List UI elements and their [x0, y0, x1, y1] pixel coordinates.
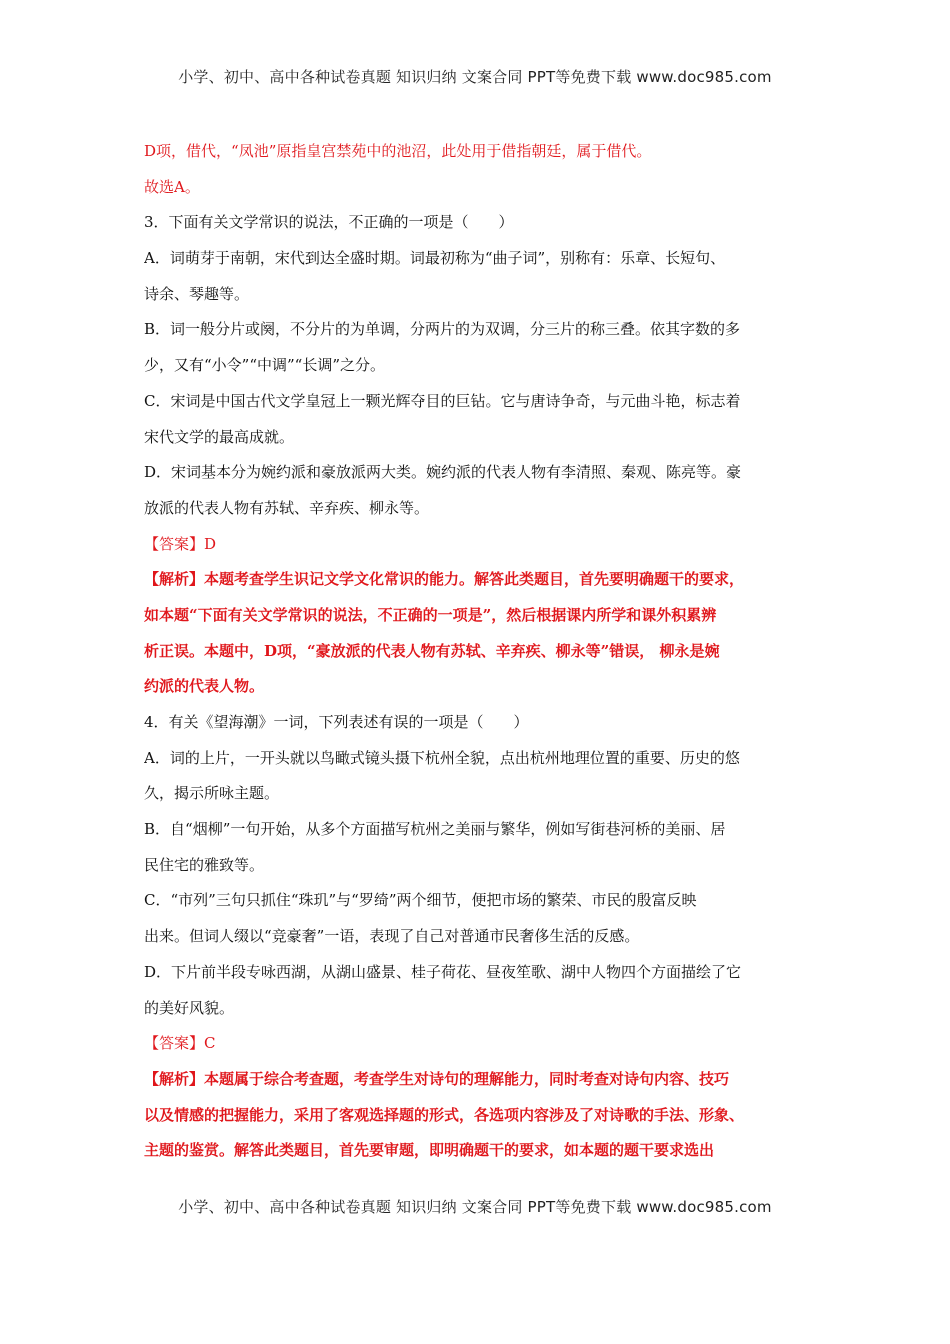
- question-text-line: A．词萌芽于南朝，宋代到达全盛时期。词最初称为“曲子词”，别称有：乐章、长短句、: [144, 249, 726, 268]
- answer-text-line: 【答案】C: [144, 1034, 216, 1053]
- question-text-line: D．宋词基本分为婉约派和豪放派两大类。婉约派的代表人物有李清照、秦观、陈亮等。豪: [144, 463, 742, 482]
- answer-text-line: 以及情感的把握能力，采用了客观选择题的形式，各选项内容涉及了对诗歌的手法、形象、: [144, 1105, 745, 1124]
- question-text-line: B．自“烟柳”一句开始，从多个方面描写杭州之美丽与繁华，例如写街巷河桥的美丽、居: [144, 820, 726, 839]
- question-text-line: 宋代文学的最高成就。: [144, 427, 295, 446]
- question-text-line: A．词的上片，一开头就以鸟瞰式镜头摄下杭州全貌，点出杭州地理位置的重要、历史的悠: [144, 748, 740, 767]
- question-text-line: 3．下面有关文学常识的说法，不正确的一项是（ ）: [144, 213, 514, 232]
- question-text-line: C．“市列”三句只抓住“珠玑”与“罗绮”两个细节，便把市场的繁荣、市民的殷富反映: [144, 891, 697, 910]
- question-text-line: 的美好风貌。: [144, 998, 235, 1017]
- page-footer: 小学、初中、高中各种试卷真题 知识归纳 文案合同 PPT等免费下载 www.doc985.com: [178, 1198, 772, 1216]
- answer-text-line: 【解析】本题属于综合考查题，考查学生对诗句的理解能力，同时考查对诗句内容、技巧: [144, 1069, 730, 1088]
- question-text-line: B．词一般分片或阕，不分片的为单调，分两片的为双调，分三片的称三叠。依其字数的多: [144, 320, 741, 339]
- question-text-line: D．下片前半段专咏西湖，从湖山盛景、桂子荷花、昼夜笙歌、湖中人物四个方面描绘了它: [144, 962, 742, 981]
- question-text-line: 少，又有“小令”“中调”“长调”之分。: [144, 356, 386, 375]
- answer-text-line: 【解析】本题考查学生识记文学文化常识的能力。解答此类题目，首先要明确题干的要求，: [144, 570, 745, 589]
- question-text-line: 民住宅的雅致等。: [144, 855, 265, 874]
- question-text-line: 诗余、琴趣等。: [144, 284, 250, 303]
- answer-text-line: 约派的代表人物。: [144, 677, 265, 696]
- document-body: [144, 134, 808, 1169]
- page-header: 小学、初中、高中各种试卷真题 知识归纳 文案合同 PPT等免费下载 www.doc985.com: [178, 68, 772, 86]
- question-text-line: 放派的代表人物有苏轼、辛弃疾、柳永等。: [144, 498, 430, 517]
- answer-text-line: 如本题“下面有关文学常识的说法，不正确的一项是”，然后根据课内所学和课外积累辨: [144, 605, 717, 624]
- question-text-line: 4．有关《望海潮》一词，下列表述有误的一项是（ ）: [144, 713, 529, 731]
- question-text-line: C．宋词是中国古代文学皇冠上一颗光辉夺目的巨钻。它与唐诗争奇，与元曲斗艳，标志着: [144, 391, 741, 410]
- answer-text-line: 故选A。: [144, 177, 200, 196]
- answer-text-line: 主题的鉴赏。解答此类题目，首先要审题，即明确题干的要求，如本题的题干要求选出: [144, 1141, 715, 1160]
- answer-text-line: 【答案】D: [144, 534, 217, 553]
- question-text-line: 出来。但词人缀以“竞豪奢”一语，表现了自己对普通市民奢侈生活的反感。: [144, 927, 640, 946]
- answer-text-line: D项，借代，“凤池”原指皇宫禁苑中的池沼，此处用于借指朝廷，属于借代。: [144, 142, 652, 160]
- question-text-line: 久，揭示所咏主题。: [144, 784, 280, 803]
- answer-text-line: 析正误。本题中，D项，“豪放派的代表人物有苏轼、辛弃疾、柳永等”错误， 柳永是婉: [144, 641, 720, 660]
